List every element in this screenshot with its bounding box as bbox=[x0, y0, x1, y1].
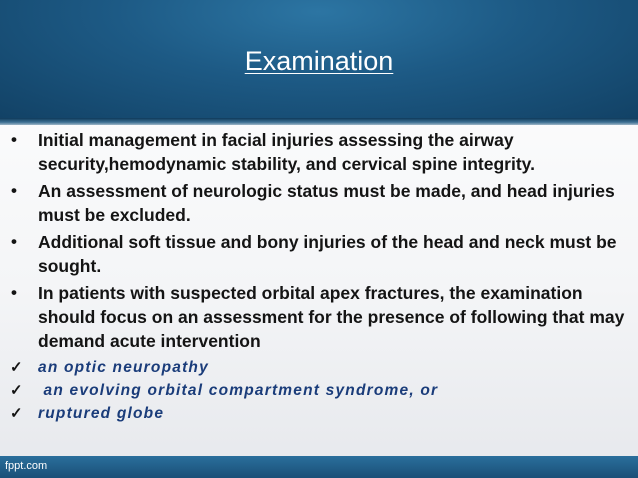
slide-title: Examination bbox=[244, 46, 394, 76]
bullet-item bbox=[6, 128, 632, 176]
check-item bbox=[6, 356, 632, 379]
check-text: an evolving orbital compartment syndrome, or bbox=[38, 382, 439, 399]
slide-content bbox=[6, 128, 632, 425]
checkmark-icon: ✓ bbox=[10, 359, 23, 376]
bullet-text: Additional soft tissue and bony injuries of the head and neck must be sought. bbox=[38, 232, 617, 276]
slide-footer bbox=[0, 456, 638, 478]
bullet-item bbox=[6, 281, 632, 353]
check-text: an optic neuropathy bbox=[38, 359, 209, 376]
bullet-icon: • bbox=[11, 283, 17, 302]
bullet-icon: • bbox=[11, 181, 17, 200]
checkmark-icon: ✓ bbox=[10, 382, 23, 399]
bullet-text: In patients with suspected orbital apex fractures, the examination should focus on an assessment for the presence of following that may demand acute intervention bbox=[38, 283, 625, 351]
bullet-item bbox=[6, 230, 632, 278]
bullet-item bbox=[6, 179, 632, 227]
checkmark-icon: ✓ bbox=[10, 405, 23, 422]
header-divider bbox=[0, 118, 638, 125]
check-item bbox=[6, 379, 632, 402]
check-text: ruptured globe bbox=[38, 405, 165, 422]
check-item bbox=[6, 402, 632, 425]
bullet-text: Initial management in facial injuries assessing the airway security,hemodynamic stability, and cervical spine integrity. bbox=[38, 130, 535, 174]
bullet-icon: • bbox=[11, 130, 17, 149]
bullet-icon: • bbox=[11, 232, 17, 251]
footer-brand: fppt.com bbox=[5, 460, 48, 472]
bullet-text: An assessment of neurologic status must be made, and head injuries must be excluded. bbox=[38, 181, 615, 225]
